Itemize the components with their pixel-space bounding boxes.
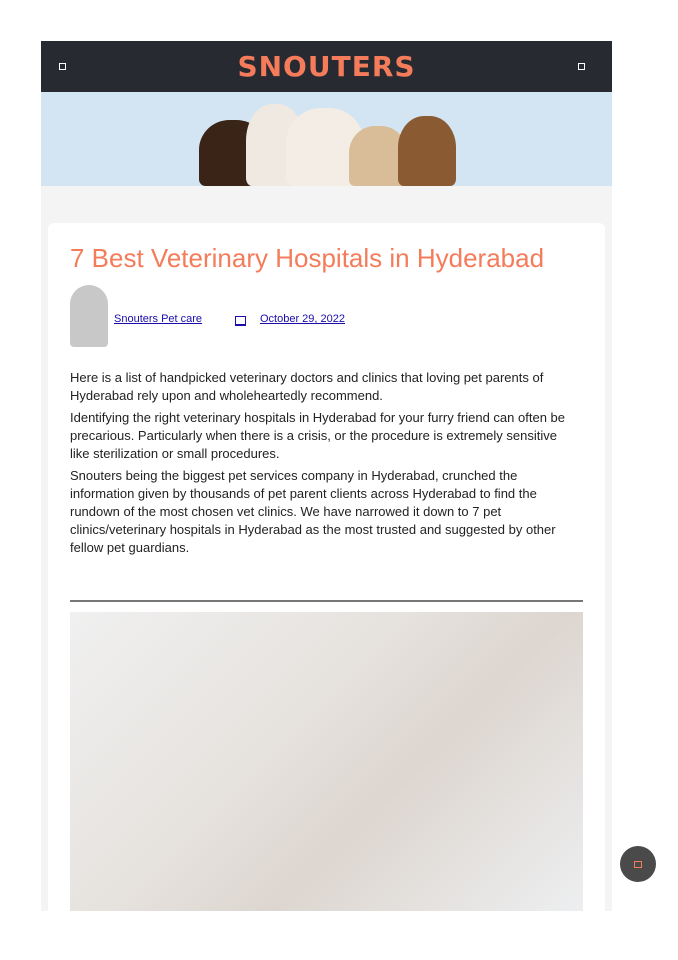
arrow-up-icon	[634, 861, 642, 868]
date-link[interactable]: October 29, 2022	[260, 313, 346, 325]
search-icon[interactable]	[578, 63, 585, 70]
site-header	[41, 41, 612, 92]
paragraph: Snouters being the biggest pet services company in Hyderabad, crunched the information given by thousands of pet parent clients across Hyderabad to find the rundown of the most chosen vet clinics. We have narrowed it down to 7 pet clinics/veterinary hospitals in Hyderabad as the most trusted and suggested by other fellow pet guardians.	[70, 468, 556, 555]
article-title: 7 Best Veterinary Hospitals in Hyderabad	[70, 243, 545, 273]
vet-examining-puppy-image	[70, 612, 583, 911]
article-body	[70, 369, 580, 561]
site-logo[interactable]: SNOUTERS	[237, 50, 416, 83]
hero-banner-dogs	[41, 92, 612, 186]
paragraph: Identifying the right veterinary hospitals in Hyderabad for your furry friend can often be precarious. Particularly when there is a crisis, or the procedure is extremely sensitive like sterilization or small procedures.	[70, 410, 565, 461]
author-avatar	[70, 285, 108, 347]
article-card	[48, 223, 605, 911]
paragraph: Here is a list of handpicked veterinary doctors and clinics that loving pet parents of Hyderabad rely upon and wholeheartedly recommend.	[70, 370, 544, 403]
author-link[interactable]: Snouters Pet care	[114, 313, 203, 325]
scroll-to-top-button[interactable]	[620, 846, 656, 882]
calendar-icon	[235, 316, 246, 326]
divider	[70, 600, 583, 602]
page	[41, 41, 612, 911]
